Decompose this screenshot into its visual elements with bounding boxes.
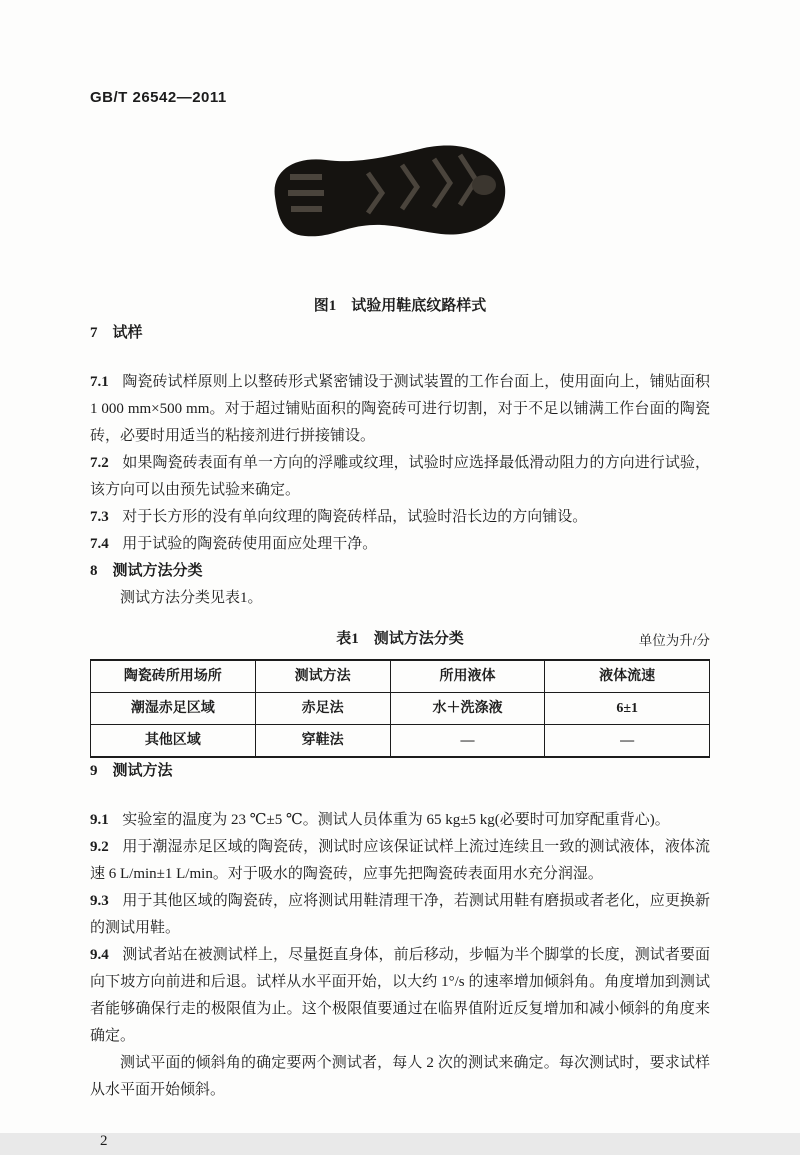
clause-9-2: [90, 834, 710, 888]
clause-7-3: [90, 504, 710, 531]
section-7-body: [90, 369, 710, 558]
clause-text: 用于试验的陶瓷砖使用面应处理干净。: [122, 536, 378, 552]
clause-text: 实验室的温度为 23 ℃±5 ℃。测试人员体重为 65 kg±5 kg(必要时可加穿配重背心)。: [122, 812, 670, 828]
clause-9-4: [90, 942, 710, 1050]
table-cell: —: [545, 725, 710, 758]
table-cell: 其他区域: [91, 725, 256, 758]
clause-text: 对于长方形的没有单向纹理的陶瓷砖样品，试验时沿长边的方向铺设。: [122, 509, 588, 525]
clause-7-1: [90, 369, 710, 450]
clause-9-3: [90, 888, 710, 942]
clause-7-4: [90, 531, 710, 558]
section-8-heading: 8 测试方法分类: [90, 563, 203, 579]
section-9-body: [90, 807, 710, 1104]
table-header-row: [91, 660, 710, 693]
section-9-heading: 9 测试方法: [90, 763, 173, 779]
table-caption-row: [90, 626, 710, 653]
table-header-cell: 液体流速: [545, 660, 710, 693]
table-row: [91, 725, 710, 758]
clause-number: 7.2: [90, 455, 109, 471]
table-header-cell: 测试方法: [255, 660, 390, 693]
clause-7-2: [90, 450, 710, 504]
section-7-heading: 7 试样: [90, 325, 143, 341]
clause-number: 9.2: [90, 839, 109, 855]
table-cell: 水＋洗涤液: [390, 693, 545, 725]
clause-number: 7.4: [90, 536, 109, 552]
table-cell: 潮湿赤足区域: [91, 693, 256, 725]
figure-1: [90, 125, 710, 320]
clause-number: 9.1: [90, 812, 109, 828]
table-1-caption: 表1 测试方法分类: [336, 631, 464, 647]
test-method-classification-table: [90, 659, 710, 758]
shoe-sole-image: [250, 125, 520, 273]
table-cell: —: [390, 725, 545, 758]
page-number: 2: [100, 1133, 108, 1149]
clause-number: 7.3: [90, 509, 109, 525]
table-cell: 赤足法: [255, 693, 390, 725]
figure-1-caption: 图1 试验用鞋底纹路样式: [313, 298, 487, 314]
table-cell: 穿鞋法: [255, 725, 390, 758]
table-unit-note: 单位为升/分: [638, 633, 710, 648]
clause-text: 陶瓷砖试样原则上以整砖形式紧密铺设于测试装置的工作台面上，使用面向上，铺贴面积 1 000 mm×500 mm。对于超过铺贴面积的陶瓷砖可进行切割，对于不足以铺满工作台面的陶瓷砖，必要时用适当的粘接剂进行拼接铺设。: [90, 374, 710, 444]
clause-number: 9.3: [90, 893, 109, 909]
table-intro-text: 测试方法分类见表1。: [120, 590, 263, 606]
table-header-cell: 陶瓷砖所用场所: [91, 660, 256, 693]
clause-9-4-continuation: 测试平面的倾斜角的确定要两个测试者，每人 2 次的测试来确定。每次测试时，要求试样从水平面开始倾斜。: [90, 1055, 710, 1098]
table-header-cell: 所用液体: [390, 660, 545, 693]
table-row: [91, 693, 710, 725]
clause-text: 测试者站在被测试样上，尽量挺直身体，前后移动，步幅为半个脚掌的长度，测试者要面向下坡方向前进和后退。试样从水平面开始，以大约 1°/s 的速率增加倾斜角。角度增加到测试者能够确保行走的极限值为止。这个极限值要通过在临界值附近反复增加和减小倾斜的角度来确定。: [90, 947, 710, 1044]
clause-number: 9.4: [90, 947, 109, 963]
standard-number-header: GB/T 26542—2011: [90, 89, 227, 106]
clause-text: 用于其他区域的陶瓷砖，应将测试用鞋清理干净，若测试用鞋有磨损或者老化，应更换新的测试用鞋。: [90, 893, 710, 936]
table-cell: 6±1: [545, 693, 710, 725]
clause-text: 如果陶瓷砖表面有单一方向的浮雕或纹理，试验时应选择最低滑动阻力的方向进行试验，该方向可以由预先试验来确定。: [90, 455, 710, 498]
clause-text: 用于潮湿赤足区域的陶瓷砖，测试时应该保证试样上流过连续且一致的测试液体，液体流速 6 L/min±1 L/min。对于吸水的陶瓷砖，应事先把陶瓷砖表面用水充分润湿。: [90, 839, 710, 882]
clause-9-1: [90, 807, 710, 834]
clause-number: 7.1: [90, 374, 109, 390]
